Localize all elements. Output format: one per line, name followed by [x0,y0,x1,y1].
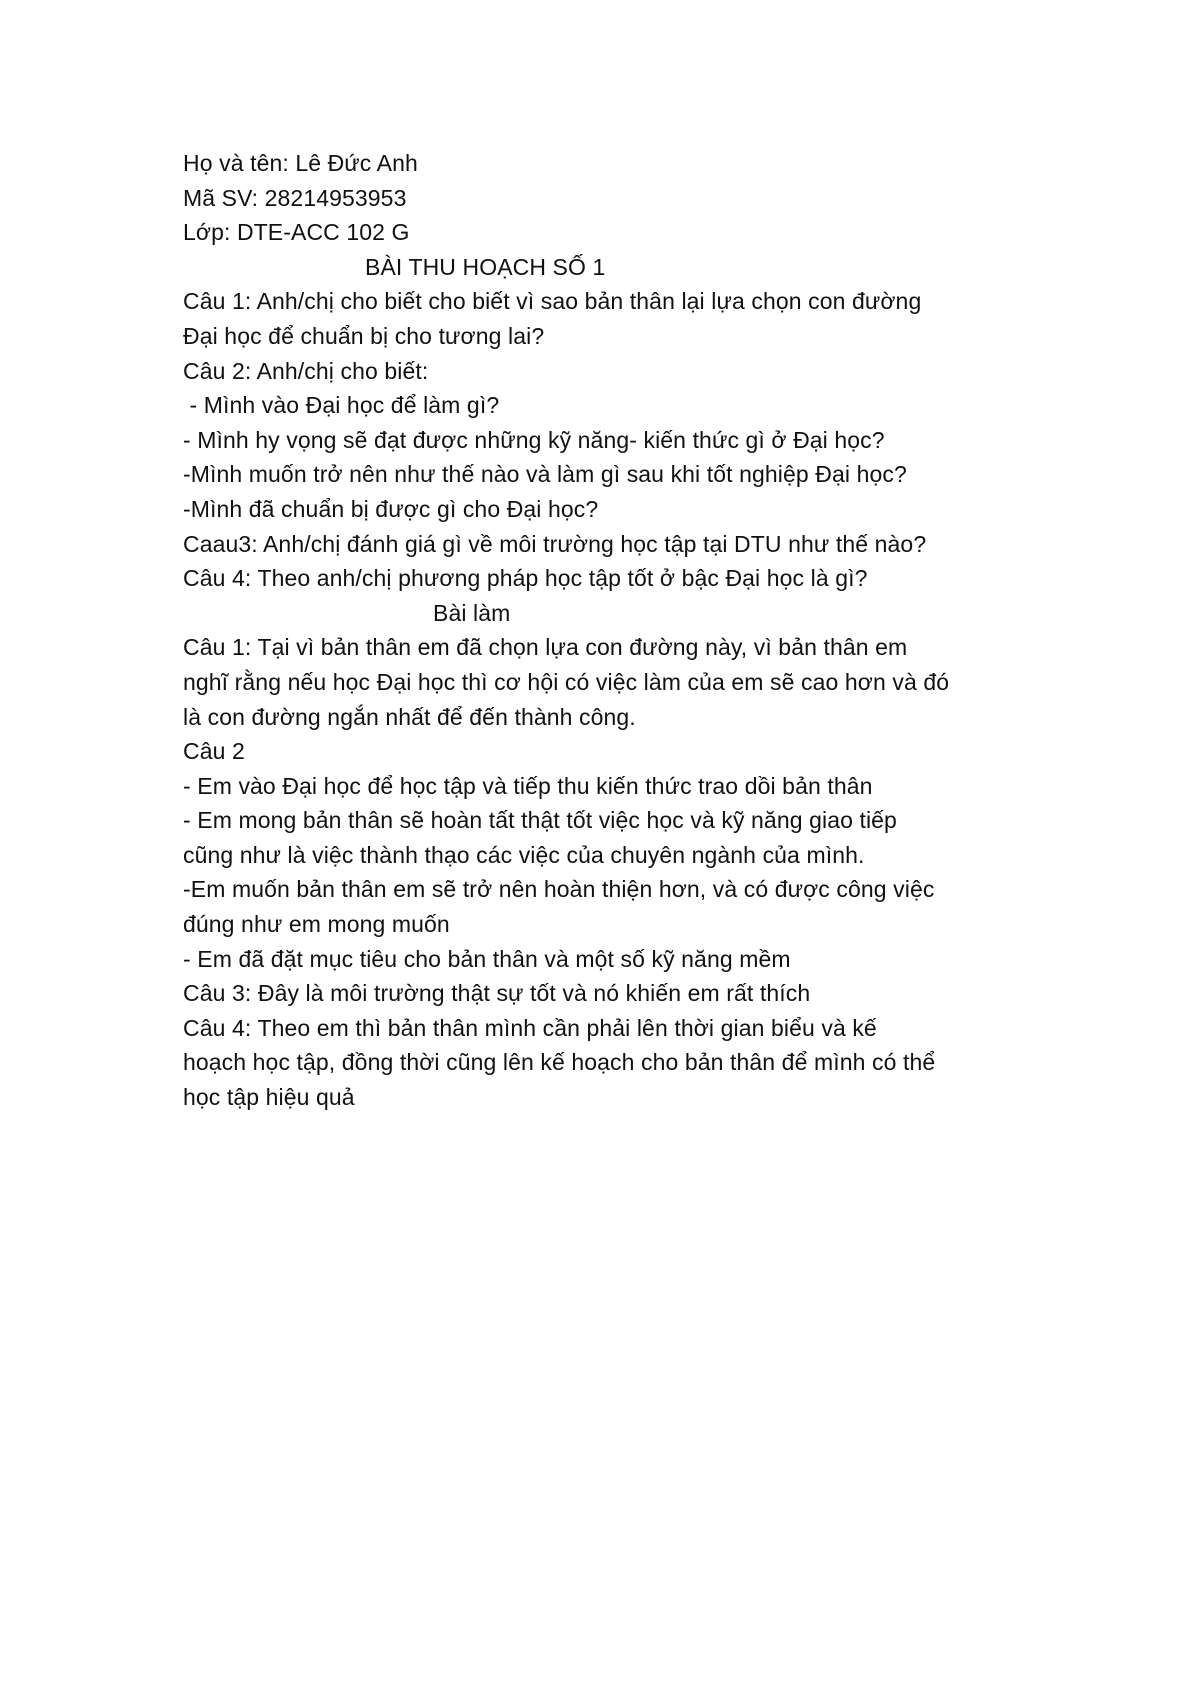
answer-line: Câu 1: Tại vì bản thân em đã chọn lựa con đường này, vì bản thân em [183,634,908,661]
question-line: -Mình đã chuẩn bị được gì cho Đại học? [183,495,599,522]
answer-line: cũng như là việc thành thạo các việc của chuyên ngành của mình. [183,841,865,868]
answer-line: đúng như em mong muốn [183,911,450,938]
answer-title: Bài làm [433,599,511,626]
question-line: - Mình vào Đại học để làm gì? [183,392,500,419]
answer-line: nghĩ rằng nếu học Đại học thì cơ hội có việc làm của em sẽ cao hơn và đó [183,668,950,695]
answer-line: - Em vào Đại học để học tập và tiếp thu kiến thức trao dồi bản thân [183,772,873,799]
question-line: Câu 1: Anh/chị cho biết cho biết vì sao bản thân lại lựa chọn con đường [183,288,922,315]
student-name: Họ và tên: Lê Đức Anh [183,150,418,176]
question-line: Câu 2: Anh/chị cho biết: [183,357,429,384]
answer-line: học tập hiệu quả [183,1084,355,1111]
question-line: -Mình muốn trở nên như thế nào và làm gì sau khi tốt nghiệp Đại học? [183,461,907,488]
student-class: Lớp: DTE-ACC 102 G [183,219,410,246]
question-line: - Mình hy vọng sẽ đạt được những kỹ năng- kiến thức gì ở Đại học? [183,426,885,453]
answer-line: - Em mong bản thân sẽ hoàn tất thật tốt việc học và kỹ năng giao tiếp [183,807,897,834]
question-line: Caau3: Anh/chị đánh giá gì về môi trường học tập tại DTU như thế nào? [183,530,927,557]
question-line: Câu 4: Theo anh/chị phương pháp học tập tốt ở bậc Đại học là gì? [183,565,868,592]
answer-line: -Em muốn bản thân em sẽ trở nên hoàn thiện hơn, và có được công việc [183,876,935,903]
answer-line: Câu 3: Đây là môi trường thật sự tốt và nó khiến em rất thích [183,980,811,1007]
answer-line: hoạch học tập, đồng thời cũng lên kế hoạch cho bản thân để mình có thể [183,1049,936,1076]
student-id: Mã SV: 28214953953 [183,184,407,211]
answer-line: Câu 2 [183,738,245,765]
document-title: BÀI THU HOẠCH SỐ 1 [365,253,606,280]
document-body [183,146,1063,1115]
answer-line: là con đường ngắn nhất để đến thành công. [183,703,636,730]
question-line: Đại học để chuẩn bị cho tương lai? [183,322,545,349]
answer-line: - Em đã đặt mục tiêu cho bản thân và một số kỹ năng mềm [183,945,791,972]
answer-line: Câu 4: Theo em thì bản thân mình cần phải lên thời gian biểu và kế [183,1014,877,1041]
